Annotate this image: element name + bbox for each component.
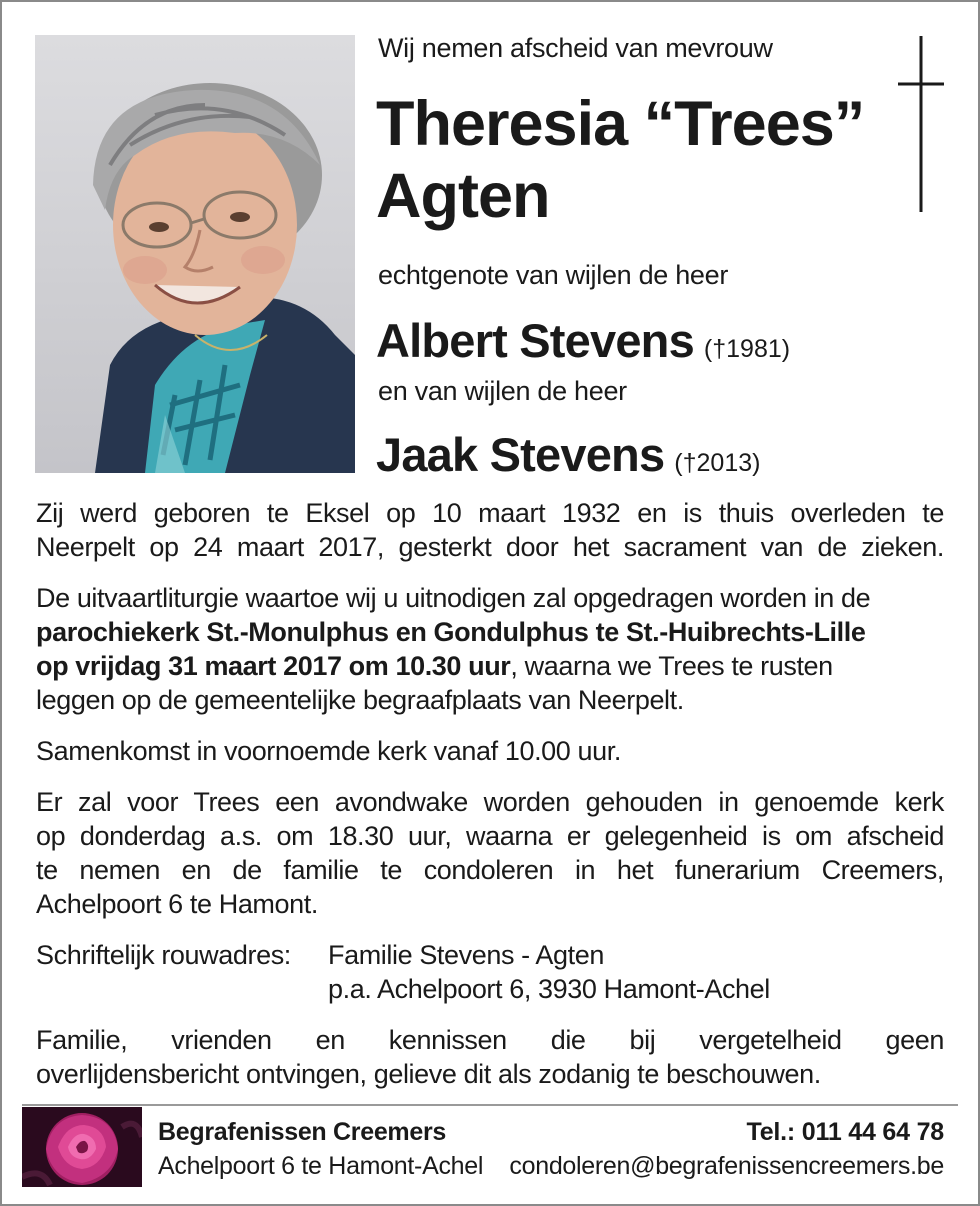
paragraph-line: te nemen en de familie te condoleren in het funerarium Creemers, [36, 855, 944, 885]
spouse-1-name: Albert Stevens [376, 314, 694, 367]
address-street: p.a. Achelpoort 6, 3930 Hamont-Achel [328, 974, 770, 1004]
footer-divider [22, 1104, 958, 1106]
funeral-datetime: op vrijdag 31 maart 2017 om 10.30 uur [36, 651, 511, 681]
paragraph-line: overlijdensbericht ontvingen, gelieve dit als zodanig te beschouwen. [36, 1059, 821, 1089]
spouse-intro-1: echtgenote van wijlen de heer [378, 260, 729, 290]
paragraph-line: Er zal voor Trees een avondwake worden gehouden in genoemde kerk [36, 787, 944, 817]
spouse-2 [376, 427, 760, 482]
funeral-home-name: Begrafenissen Creemers [158, 1118, 446, 1146]
gathering-paragraph: Samenkomst in voornoemde kerk vanaf 10.00 uur. [36, 736, 621, 766]
funeral-paragraph [36, 581, 944, 717]
rose-logo [22, 1107, 142, 1187]
mourning-address [36, 938, 944, 1006]
deceased-name-line2: Agten [376, 161, 550, 231]
funeral-home-phone: Tel.: 011 44 64 78 [746, 1118, 944, 1146]
cross-icon [898, 36, 944, 212]
address-line-2 [36, 972, 944, 1006]
paragraph-line: , waarna we Trees te rusten [510, 651, 833, 681]
paragraph-line: Familie, vrienden en kennissen die bij vergetelheid geen [36, 1025, 944, 1055]
paragraph-line: op donderdag a.s. om 18.30 uur, waarna er gelegenheid is om afscheid [36, 821, 944, 851]
rose-icon [22, 1107, 142, 1187]
paragraph-line: De uitvaartliturgie waartoe wij u uitnodigen zal opgedragen worden in de [36, 583, 871, 613]
paragraph-line: leggen op de gemeentelijke begraafplaats van Neerpelt. [36, 685, 684, 715]
spouse-2-name: Jaak Stevens [376, 428, 665, 481]
deceased-name [376, 88, 896, 232]
funeral-datetime-line [36, 649, 944, 683]
address-line-1 [36, 938, 944, 972]
birth-death-paragraph [36, 496, 944, 564]
paragraph-line: Zij werd geboren te Eksel op 10 maart 1932 en is thuis overleden te [36, 498, 944, 528]
vigil-paragraph [36, 785, 944, 921]
paragraph-line: Neerpelt op 24 maart 2017, gesterkt door het sacrament van de zieken. [36, 532, 944, 562]
portrait-illustration [35, 35, 355, 473]
deceased-name-line1: Theresia “Trees” [376, 89, 865, 159]
spouse-1-death-year: (†1981) [703, 335, 791, 363]
portrait-photo [35, 35, 355, 473]
address-family: Familie Stevens - Agten [328, 940, 604, 970]
spouse-intro-2: en van wijlen de heer [378, 376, 627, 406]
paragraph-line: Achelpoort 6 te Hamont. [36, 889, 318, 919]
notice-paragraph [36, 1023, 944, 1091]
funeral-home-address: Achelpoort 6 te Hamont-Achel [158, 1152, 484, 1180]
address-label: Schriftelijk rouwadres: [36, 940, 291, 970]
funeral-home-email[interactable]: condoleren@begrafenissencreemers.be [509, 1152, 944, 1180]
church-name: parochiekerk St.-Monulphus en Gondulphus te St.-Huibrechts-Lille [36, 617, 866, 647]
intro-text: Wij nemen afscheid van mevrouw [378, 33, 773, 63]
spouse-2-death-year: (†2013) [674, 449, 761, 477]
spouse-1 [376, 313, 790, 368]
